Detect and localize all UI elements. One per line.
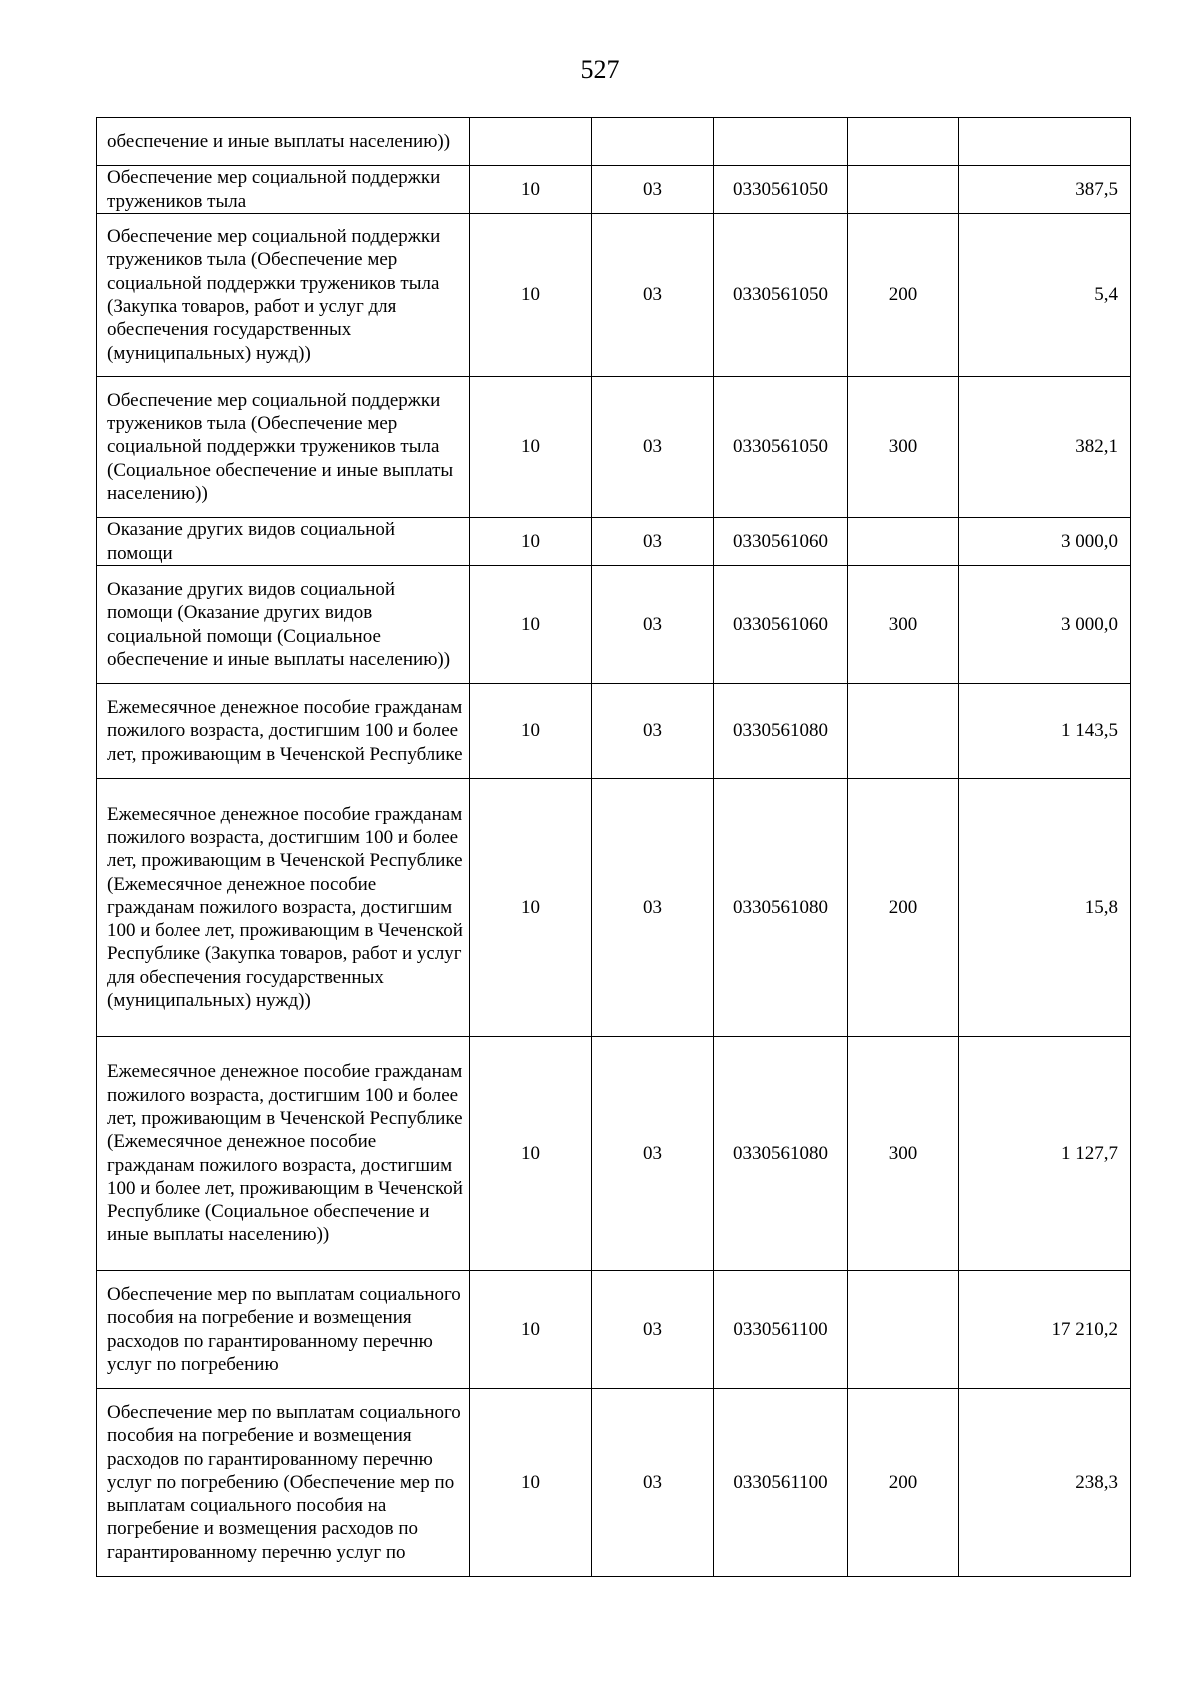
amount-cell: 17 210,2 [959,1271,1131,1389]
table-row [97,214,1131,377]
row-name-cell: Оказание других видов социальной помощи (Оказание других видов социальной помощи (Социальное обеспечение и иные выплаты населению)) [97,566,470,684]
table-row [97,1037,1131,1271]
row-name-cell: Обеспечение мер социальной поддержки тружеников тыла (Обеспечение мер социальной поддержки тружеников тыла (Закупка товаров, работ и услуг для обеспечения государственных (муниципальных) нужд)) [97,214,470,377]
amount-cell [959,118,1131,166]
target-code-cell: 0330561050 [714,377,848,518]
amount-cell: 5,4 [959,214,1131,377]
expense-kind-cell [848,118,959,166]
expense-kind-cell [848,518,959,566]
target-code-cell: 0330561100 [714,1389,848,1577]
subsection-cell: 03 [592,377,714,518]
subsection-cell: 03 [592,166,714,214]
section-cell: 10 [470,1389,592,1577]
table-row [97,118,1131,166]
table-row [97,377,1131,518]
row-name-cell: Обеспечение мер социальной поддержки тружеников тыла (Обеспечение мер социальной поддержки тружеников тыла (Социальное обеспечение и иные выплаты населению)) [97,377,470,518]
subsection-cell: 03 [592,214,714,377]
row-name-cell: обеспечение и иные выплаты населению)) [97,118,470,166]
target-code-cell: 0330561060 [714,518,848,566]
subsection-cell: 03 [592,779,714,1037]
target-code-cell: 0330561050 [714,166,848,214]
subsection-cell: 03 [592,1037,714,1271]
amount-cell: 15,8 [959,779,1131,1037]
target-code-cell: 0330561080 [714,779,848,1037]
subsection-cell: 03 [592,684,714,779]
section-cell: 10 [470,566,592,684]
section-cell: 10 [470,377,592,518]
target-code-cell: 0330561080 [714,684,848,779]
section-cell: 10 [470,1037,592,1271]
target-code-cell: 0330561100 [714,1271,848,1389]
subsection-cell: 03 [592,1389,714,1577]
expense-kind-cell: 300 [848,377,959,518]
expense-kind-cell [848,166,959,214]
amount-cell: 238,3 [959,1389,1131,1577]
table-row [97,566,1131,684]
target-code-cell: 0330561060 [714,566,848,684]
target-code-cell [714,118,848,166]
budget-table [96,117,1131,1577]
section-cell: 10 [470,214,592,377]
expense-kind-cell: 200 [848,1389,959,1577]
table-row [97,518,1131,566]
table-row [97,684,1131,779]
row-name-cell: Обеспечение мер социальной поддержки тружеников тыла [97,166,470,214]
expense-kind-cell: 300 [848,566,959,684]
expense-kind-cell [848,684,959,779]
row-name-cell: Оказание других видов социальной помощи [97,518,470,566]
expense-kind-cell [848,1271,959,1389]
row-name-cell: Ежемесячное денежное пособие гражданам пожилого возраста, достигшим 100 и более лет, проживающим в Чеченской Республике [97,684,470,779]
section-cell: 10 [470,684,592,779]
section-cell: 10 [470,518,592,566]
section-cell: 10 [470,779,592,1037]
amount-cell: 1 127,7 [959,1037,1131,1271]
row-name-cell: Ежемесячное денежное пособие гражданам пожилого возраста, достигшим 100 и более лет, проживающим в Чеченской Республике (Ежемесячное денежное пособие гражданам пожилого возраста, достигшим 100 и более лет, проживающим в Чеченской Республике (Социальное обеспечение и иные выплаты населению)) [97,1037,470,1271]
page-number: 527 [580,55,620,84]
expense-kind-cell: 200 [848,779,959,1037]
target-code-cell: 0330561050 [714,214,848,377]
section-cell: 10 [470,1271,592,1389]
section-cell [470,118,592,166]
subsection-cell: 03 [592,1271,714,1389]
amount-cell: 1 143,5 [959,684,1131,779]
table-row [97,1271,1131,1389]
amount-cell: 3 000,0 [959,518,1131,566]
table-row [97,779,1131,1037]
amount-cell: 382,1 [959,377,1131,518]
subsection-cell: 03 [592,518,714,566]
subsection-cell [592,118,714,166]
amount-cell: 387,5 [959,166,1131,214]
target-code-cell: 0330561080 [714,1037,848,1271]
subsection-cell: 03 [592,566,714,684]
section-cell: 10 [470,166,592,214]
expense-kind-cell: 300 [848,1037,959,1271]
row-name-cell: Обеспечение мер по выплатам социального пособия на погребение и возмещения расходов по гарантированному перечню услуг по погребению (Обеспечение мер по выплатам социального пособия на погребение и возмещения расходов по гарантированному перечню услуг по [97,1389,470,1577]
amount-cell: 3 000,0 [959,566,1131,684]
expense-kind-cell: 200 [848,214,959,377]
table-row [97,166,1131,214]
table-row [97,1389,1131,1577]
row-name-cell: Обеспечение мер по выплатам социального пособия на погребение и возмещения расходов по гарантированному перечню услуг по погребению [97,1271,470,1389]
row-name-cell: Ежемесячное денежное пособие гражданам пожилого возраста, достигшим 100 и более лет, проживающим в Чеченской Республике (Ежемесячное денежное пособие гражданам пожилого возраста, достигшим 100 и более лет, проживающим в Чеченской Республике (Закупка товаров, работ и услуг для обеспечения государственных (муниципальных) нужд)) [97,779,470,1037]
